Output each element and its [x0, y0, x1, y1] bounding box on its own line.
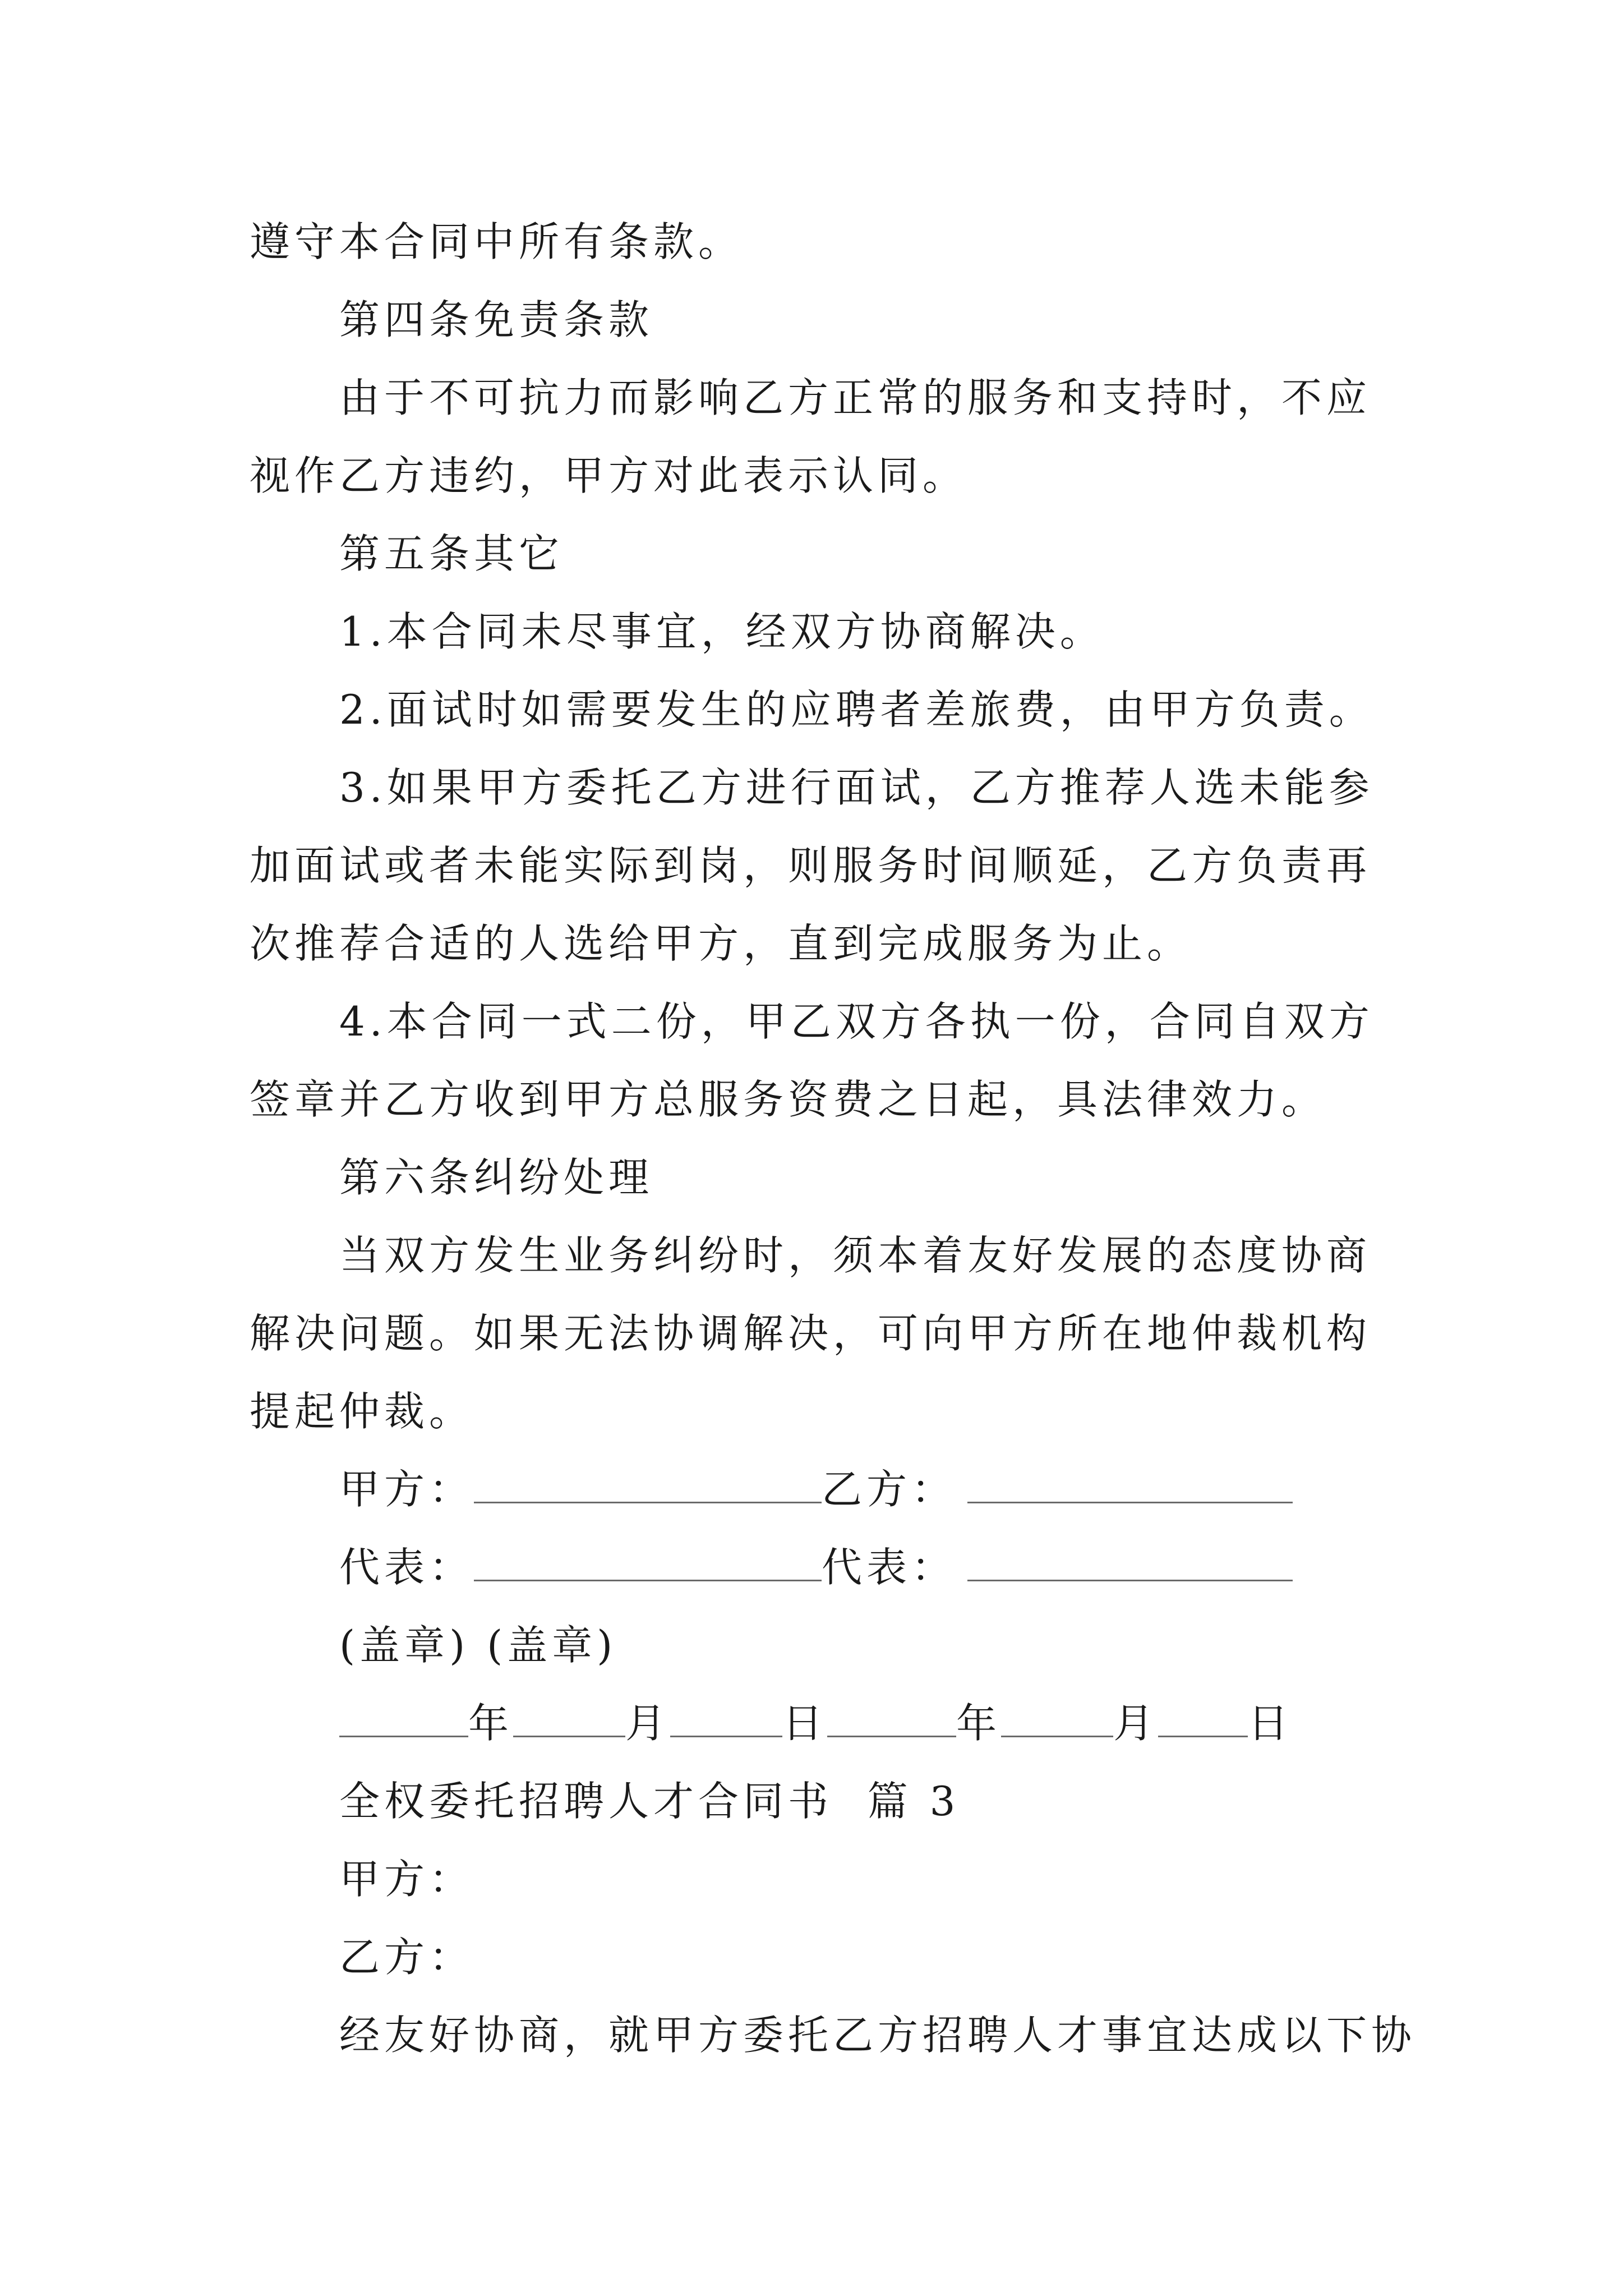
month-b-label: 月: [1113, 1700, 1159, 1747]
day-b-blank[interactable]: [1158, 1696, 1248, 1737]
article-5-heading: 第五条其它: [339, 530, 564, 577]
month-a-label: 月: [625, 1700, 671, 1747]
day-a-blank[interactable]: [670, 1696, 782, 1737]
seal-line: (盖章) (盖章): [339, 1622, 617, 1669]
year-b-label: 年: [956, 1700, 1002, 1747]
day-b-label: 日: [1248, 1700, 1293, 1747]
article-4-heading: 第四条免责条款: [339, 296, 654, 343]
year-b-blank[interactable]: [827, 1696, 956, 1737]
signature-representative-row: [250, 1529, 1385, 1607]
clause-5-4: 4.本合同一式二份，甲乙双方各执一份，合同自双方签章并乙方收到甲方总服务资费之日起，具法律效力。: [250, 998, 1374, 1123]
party-b-line: 乙方：: [339, 1934, 474, 1981]
party-a-label: 甲方：: [339, 1466, 474, 1513]
paragraph-dispute-resolution: 当双方发生业务纠纷时，须本着友好发展的态度协商解决问题。如果无法协调解决，可向甲方所在地仲裁机构提起仲裁。: [250, 1232, 1372, 1435]
party-a-signature-blank[interactable]: [474, 1462, 822, 1503]
clause-5-3: 3.如果甲方委托乙方进行面试，乙方推荐人选未能参加面试或者未能实际到岗，则服务时间顺延，乙方负责再次推荐合适的人选给甲方，直到完成服务为止。: [250, 764, 1374, 967]
signature-date-row: [250, 1685, 1385, 1763]
representative-a-label: 代表：: [339, 1544, 474, 1591]
paragraph-force-majeure: 由于不可抗力而影响乙方正常的服务和支持时，不应视作乙方违约，甲方对此表示认同。: [250, 374, 1372, 499]
month-b-blank[interactable]: [1001, 1696, 1113, 1737]
day-a-label: 日: [782, 1700, 828, 1747]
year-a-label: 年: [468, 1700, 514, 1747]
year-a-blank[interactable]: [339, 1696, 468, 1737]
document-body: [250, 203, 1417, 2074]
party-a-line: 甲方：: [339, 1856, 474, 1903]
party-b-signature-blank[interactable]: [967, 1462, 1293, 1503]
section-title: 全权委托招聘人才合同书 篇 3: [339, 1778, 960, 1825]
party-b-label: 乙方：: [822, 1466, 957, 1513]
representative-b-blank[interactable]: [967, 1540, 1293, 1581]
article-6-heading: 第六条纠纷处理: [339, 1154, 654, 1201]
agreement-intro-paragraph: 经友好协商，就甲方委托乙方招聘人才事宜达成以下协: [339, 2012, 1417, 2059]
signature-party-row: [250, 1451, 1385, 1529]
representative-b-label: 代表：: [822, 1544, 957, 1591]
representative-a-blank[interactable]: [474, 1540, 822, 1581]
month-a-blank[interactable]: [513, 1696, 625, 1737]
clause-5-1: 1.本合同未尽事宜，经双方协商解决。: [339, 608, 1105, 655]
clause-5-2: 2.面试时如需要发生的应聘者差旅费，由甲方负责。: [339, 686, 1374, 733]
paragraph-terms-compliance: 遵守本合同中所有条款。: [250, 218, 744, 265]
